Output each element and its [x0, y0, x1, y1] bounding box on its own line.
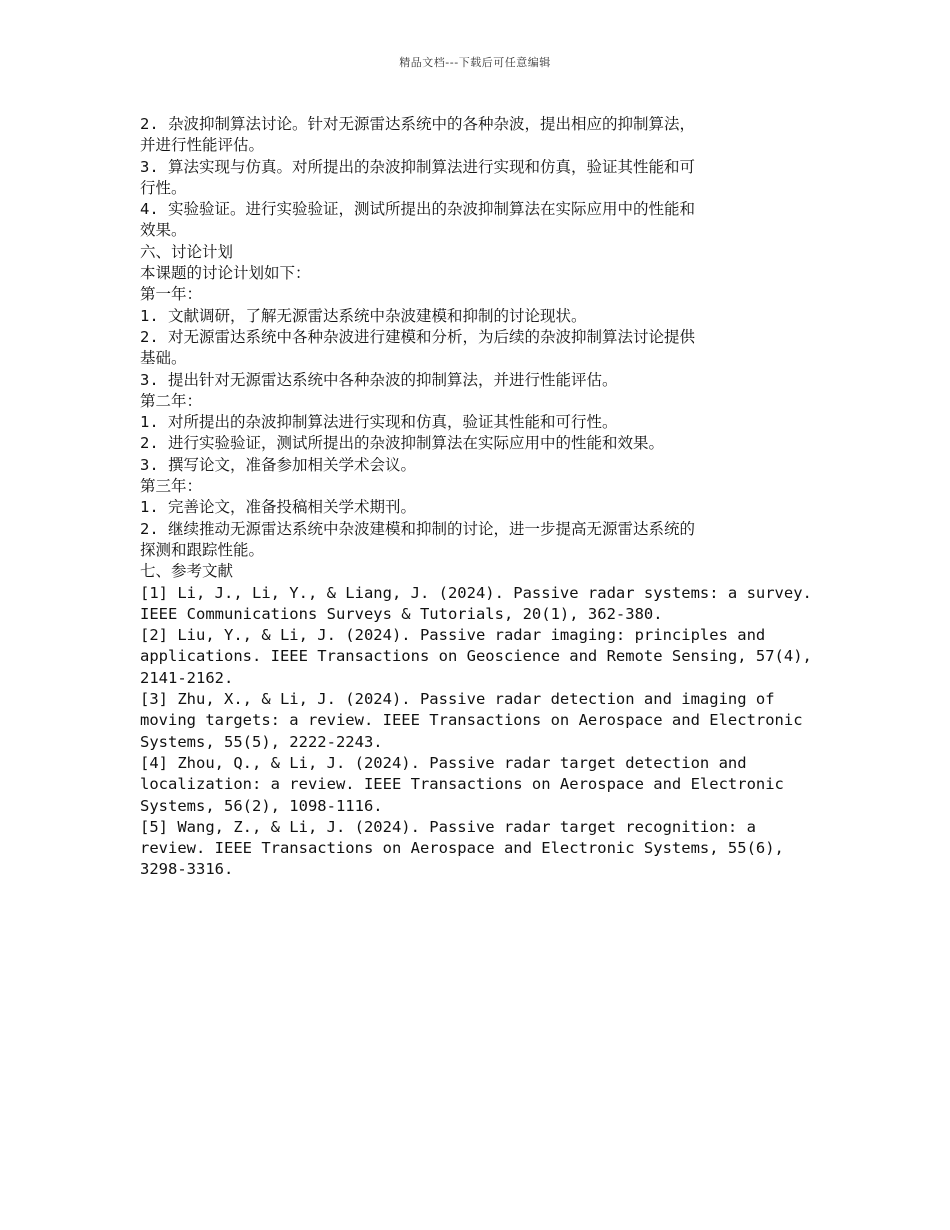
- section-heading: 六、讨论计划: [140, 242, 234, 261]
- year-heading: 第三年：: [140, 477, 203, 496]
- text-line: 3. 撰写论文，准备参加相关学术会议。: [140, 455, 416, 474]
- reference-line: 2141-2162.: [140, 668, 234, 687]
- reference-line: [5] Wang, Z., & Li, J. (2024). Passive radar target recognition: a: [140, 817, 756, 836]
- text-line: 1. 对所提出的杂波抑制算法进行实现和仿真，验证其性能和可行性。: [140, 413, 618, 432]
- text-line: 4. 实验验证。进行实验验证，测试所提出的杂波抑制算法在实际应用中的性能和: [140, 200, 695, 219]
- reference-line: [1] Li, J., Li, Y., & Liang, J. (2024). Passive radar systems: a survey.: [140, 583, 812, 602]
- text-line: 效果。: [140, 221, 187, 240]
- text-line: 并进行性能评估。: [140, 136, 265, 155]
- text-line: 3. 提出针对无源雷达系统中各种杂波的抑制算法，并进行性能评估。: [140, 370, 618, 389]
- reference-line: [2] Liu, Y., & Li, J. (2024). Passive radar imaging: principles and: [140, 626, 766, 645]
- document-body: [140, 114, 820, 881]
- page-header: 精品文档---下载后可任意编辑: [399, 56, 551, 69]
- reference-line: IEEE Communications Surveys & Tutorials, 20(1), 362-380.: [140, 604, 663, 623]
- text-line: 行性。: [140, 178, 187, 197]
- reference-line: [3] Zhu, X., & Li, J. (2024). Passive radar detection and imaging of: [140, 690, 775, 709]
- text-line: 2. 继续推动无源雷达系统中杂波建模和抑制的讨论，进一步提高无源雷达系统的: [140, 519, 695, 538]
- reference-line: applications. IEEE Transactions on Geoscience and Remote Sensing, 57(4),: [140, 647, 812, 666]
- text-line: 1. 文献调研，了解无源雷达系统中杂波建模和抑制的讨论现状。: [140, 306, 587, 325]
- year-heading: 第一年：: [140, 285, 203, 304]
- text-line: 本课题的讨论计划如下：: [140, 264, 311, 283]
- text-line: 2. 对无源雷达系统中各种杂波进行建模和分析，为后续的杂波抑制算法讨论提供: [140, 327, 695, 346]
- text-line: 基础。: [140, 349, 187, 368]
- reference-line: Systems, 55(5), 2222-2243.: [140, 732, 383, 751]
- text-line: 探测和跟踪性能。: [140, 540, 265, 559]
- text-line: 1. 完善论文，准备投稿相关学术期刊。: [140, 498, 416, 517]
- year-heading: 第二年：: [140, 391, 203, 410]
- reference-line: 3298-3316.: [140, 860, 234, 879]
- reference-line: Systems, 56(2), 1098-1116.: [140, 796, 383, 815]
- text-line: 2. 进行实验验证，测试所提出的杂波抑制算法在实际应用中的性能和效果。: [140, 434, 664, 453]
- text-line: 3. 算法实现与仿真。对所提出的杂波抑制算法进行实现和仿真，验证其性能和可: [140, 157, 695, 176]
- reference-line: moving targets: a review. IEEE Transactions on Aerospace and Electronic: [140, 711, 803, 730]
- reference-line: [4] Zhou, Q., & Li, J. (2024). Passive radar target detection and: [140, 753, 747, 772]
- reference-line: localization: a review. IEEE Transactions on Aerospace and Electronic: [140, 775, 784, 794]
- text-line: 2. 杂波抑制算法讨论。针对无源雷达系统中的各种杂波，提出相应的抑制算法，: [140, 115, 695, 133]
- section-heading: 七、参考文献: [140, 562, 234, 581]
- reference-line: review. IEEE Transactions on Aerospace and Electronic Systems, 55(6),: [140, 839, 784, 858]
